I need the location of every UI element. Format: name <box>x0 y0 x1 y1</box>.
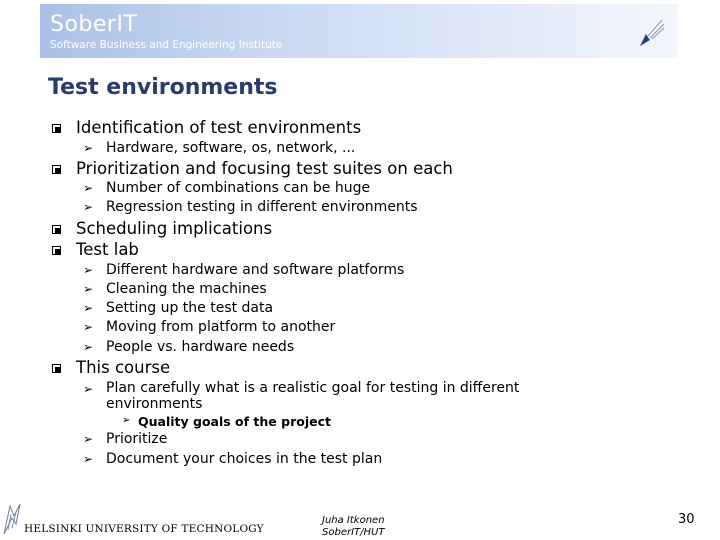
sub-bullet-item <box>83 431 168 447</box>
sub-bullet-item <box>83 319 336 335</box>
sub-sub-bullet-item <box>122 414 331 429</box>
page-number: 30 <box>678 512 695 527</box>
sub-bullet-item <box>83 451 383 467</box>
arrow-bullet-icon: ➢ <box>83 263 94 277</box>
footer-author <box>322 515 385 539</box>
sub-bullet-text: Different hardware and software platforms <box>106 262 405 278</box>
arrow-bullet-icon: ➢ <box>122 415 131 426</box>
bullet-text: Test lab <box>76 240 139 259</box>
sub-bullet-item <box>83 281 267 297</box>
bullet-text: This course <box>76 358 171 377</box>
square-bullet-icon <box>52 165 61 174</box>
square-bullet-icon <box>52 124 61 133</box>
sub-bullet-text: Setting up the test data <box>106 300 274 316</box>
footer-university: HELSINKI UNIVERSITY OF TECHNOLOGY <box>24 523 264 535</box>
square-bullet-icon <box>52 225 61 234</box>
bullet-text: Prioritization and focusing test suites on each <box>76 159 453 178</box>
arrow-bullet-icon: ➢ <box>83 320 94 334</box>
arrow-bullet-icon: ➢ <box>83 282 94 296</box>
sub-bullet-item <box>83 262 405 278</box>
arrow-bullet-icon: ➢ <box>83 181 94 195</box>
arrow-bullet-icon: ➢ <box>83 200 94 214</box>
bullet-text: Identification of test environments <box>76 118 362 137</box>
sub-bullet-text: Regression testing in different environments <box>106 199 418 215</box>
university-logo-icon <box>2 502 24 536</box>
bullet-text: Scheduling implications <box>76 219 273 238</box>
sub-bullet-text: Cleaning the machines <box>106 281 267 297</box>
arrow-bullet-icon: ➢ <box>83 301 94 315</box>
author-affiliation: SoberIT/HUT <box>322 527 385 538</box>
sub-sub-bullet-text: Quality goals of the project <box>138 414 331 429</box>
square-bullet-icon <box>52 246 61 255</box>
sub-bullet-text: Number of combinations can be huge <box>106 180 371 196</box>
slide-title: Test environments <box>48 75 278 100</box>
square-bullet-icon <box>52 364 61 373</box>
sub-bullet-item <box>83 180 371 196</box>
sub-bullet-text: Document your choices in the test plan <box>106 451 383 467</box>
sub-bullet-text: Moving from platform to another <box>106 319 336 335</box>
bullet-item <box>76 159 453 178</box>
brand-subtitle: Software Business and Engineering Institute <box>50 39 283 51</box>
sub-bullet-item <box>83 339 295 355</box>
bullet-item <box>76 240 139 259</box>
sub-bullet-item <box>83 380 596 412</box>
arrow-bullet-icon: ➢ <box>83 452 94 466</box>
sub-bullet-item <box>83 300 274 316</box>
author-name: Juha Itkonen <box>322 515 385 526</box>
bullet-item <box>76 219 272 238</box>
bullet-item <box>76 118 361 137</box>
sub-bullet-text: Hardware, software, os, network, ... <box>106 140 356 156</box>
bullet-item <box>76 358 170 377</box>
sub-bullet-item <box>83 140 356 156</box>
sub-bullet-text: Prioritize <box>106 431 168 447</box>
arrow-bullet-icon: ➢ <box>83 432 94 446</box>
arrow-bullet-icon: ➢ <box>83 141 94 155</box>
arrow-bullet-icon: ➢ <box>83 382 94 396</box>
arrow-bullet-icon: ➢ <box>83 340 94 354</box>
brand-name: SoberIT <box>50 12 138 37</box>
sub-bullet-text: People vs. hardware needs <box>106 339 295 355</box>
sub-bullet-text: Plan carefully what is a realistic goal for testing in different environments <box>106 380 520 412</box>
sub-bullet-item <box>83 199 418 215</box>
